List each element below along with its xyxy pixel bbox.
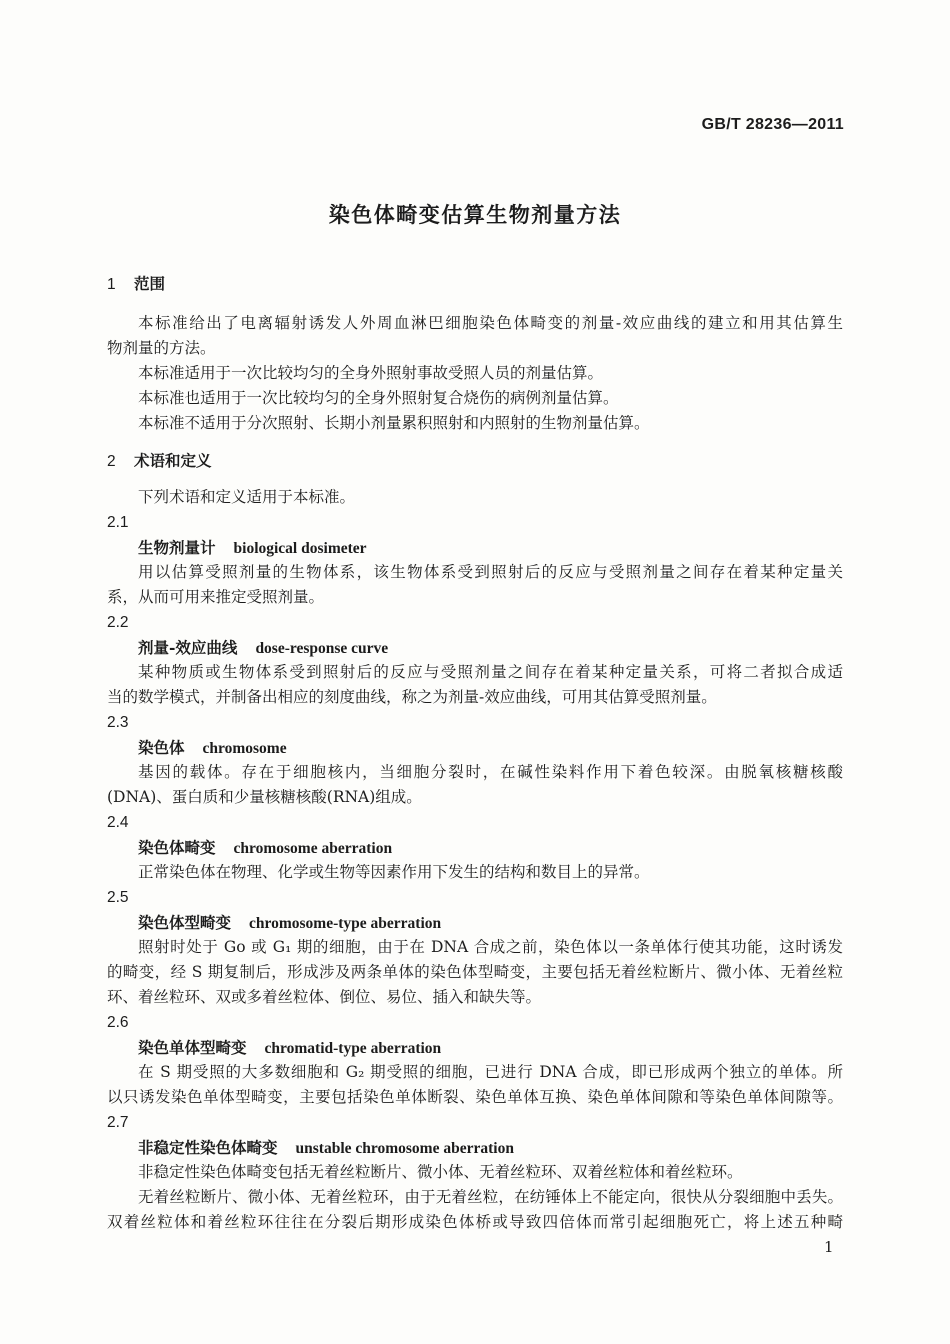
clause-number: 2.7 xyxy=(107,1114,129,1131)
section-heading xyxy=(107,449,843,474)
paragraph-line: 照射时处于 Go 或 G₁ 期的细胞，由于在 DNA 合成之前，染色体以一条单体行使其功能，这时诱发 xyxy=(138,938,843,956)
term-heading xyxy=(107,735,843,760)
standard-code: GB/T 28236—2011 xyxy=(701,116,844,133)
term-chinese: 染色体型畸变 xyxy=(138,913,232,932)
paragraph-line: 本标准给出了电离辐射诱发人外周血淋巴细胞染色体畸变的剂量-效应曲线的建立和用其估算生 xyxy=(138,314,843,332)
paragraph-line: 无着丝粒断片、微小体、无着丝粒环，由于无着丝粒，在纺锤体上不能定向，很快从分裂细胞中丢失。 xyxy=(138,1188,843,1206)
term-chinese: 剂量-效应曲线 xyxy=(138,638,238,657)
paragraph-line: 某种物质或生物体系受到照射后的反应与受照剂量之间存在着某种定量关系，可将二者拟合成适 xyxy=(138,663,843,681)
paragraph-line: 用以估算受照剂量的生物体系，该生物体系受到照射后的反应与受照剂量之间存在着某种定量关 xyxy=(138,563,843,581)
term-chinese: 染色体畸变 xyxy=(138,838,216,857)
term-chinese: 染色单体型畸变 xyxy=(138,1038,247,1057)
paragraph-line: 本标准也适用于一次比较均匀的全身外照射复合烧伤的病例剂量估算。 xyxy=(138,389,619,407)
section-heading xyxy=(107,272,843,297)
clause-number: 2.3 xyxy=(107,714,129,731)
paragraph-line: 双着丝粒体和着丝粒环往往在分裂后期形成染色体桥或导致四倍体而常引起细胞死亡，将上述五种畸 xyxy=(107,1213,843,1231)
clause-number: 2.2 xyxy=(107,614,129,631)
paragraph-line: (DNA)、蛋白质和少量核糖核酸(RNA)组成。 xyxy=(107,788,422,806)
paragraph-line: 基因的载体。存在于细胞核内，当细胞分裂时，在碱性染料作用下着色较深。由脱氧核糖核酸 xyxy=(138,763,843,781)
paragraph-line: 下列术语和定义适用于本标准。 xyxy=(138,488,356,506)
section-title: 术语和定义 xyxy=(134,453,212,470)
paragraph-line: 物剂量的方法。 xyxy=(107,339,216,357)
paragraph-line: 环、着丝粒环、双或多着丝粒体、倒位、易位、插入和缺失等。 xyxy=(107,988,542,1006)
term-english: biological dosimeter xyxy=(233,540,367,557)
clause-number: 2.5 xyxy=(107,889,129,906)
paragraph-line: 以只诱发染色单体型畸变，主要包括染色单体断裂、染色单体互换、染色单体间隙和等染色单体间隙等。 xyxy=(107,1088,843,1106)
paragraph-line: 本标准不适用于分次照射、长期小剂量累积照射和内照射的生物剂量估算。 xyxy=(138,414,650,432)
term-chinese: 染色体 xyxy=(138,738,185,757)
document-title: 染色体畸变估算生物剂量方法 xyxy=(328,202,622,227)
term-english: chromatid-type aberration xyxy=(264,1040,442,1057)
paragraph-line: 本标准适用于一次比较均匀的全身外照射事故受照人员的剂量估算。 xyxy=(138,364,604,382)
document-body xyxy=(107,272,843,1235)
term-heading xyxy=(107,535,843,560)
page-number: 1 xyxy=(824,1238,834,1256)
section-number: 2 xyxy=(107,453,116,470)
clause-number: 2.1 xyxy=(107,514,129,531)
paragraph-line: 系，从而可用来推定受照剂量。 xyxy=(107,588,325,606)
paragraph-line: 在 S 期受照的大多数细胞和 G₂ 期受照的细胞，已进行 DNA 合成，即已形成两个独立的单体。所 xyxy=(138,1063,843,1081)
term-heading xyxy=(107,635,843,660)
term-english: unstable chromosome aberration xyxy=(295,1140,514,1157)
term-heading xyxy=(107,910,843,935)
section-number: 1 xyxy=(107,276,116,293)
clause-number: 2.4 xyxy=(107,814,129,831)
term-heading xyxy=(107,1135,843,1160)
term-heading xyxy=(107,1035,843,1060)
term-english: chromosome xyxy=(202,740,287,757)
term-english: chromosome aberration xyxy=(233,840,393,857)
paragraph-line: 正常染色体在物理、化学或生物等因素作用下发生的结构和数目上的异常。 xyxy=(138,863,650,881)
term-heading xyxy=(107,835,843,860)
paragraph-line: 非稳定性染色体畸变包括无着丝粒断片、微小体、无着丝粒环、双着丝粒体和着丝粒环。 xyxy=(138,1163,743,1181)
section-title: 范围 xyxy=(134,276,166,293)
term-english: chromosome-type aberration xyxy=(249,915,442,932)
term-chinese: 非稳定性染色体畸变 xyxy=(138,1138,278,1157)
clause-number: 2.6 xyxy=(107,1014,129,1031)
paragraph-line: 当的数学模式，并制备出相应的刻度曲线，称之为剂量-效应曲线，可用其估算受照剂量。 xyxy=(107,688,717,706)
term-chinese: 生物剂量计 xyxy=(138,538,216,557)
term-english: dose-response curve xyxy=(255,640,389,657)
paragraph-line: 的畸变，经 S 期复制后，形成涉及两条单体的染色体型畸变，主要包括无着丝粒断片、微小体、无着丝粒 xyxy=(107,963,843,981)
